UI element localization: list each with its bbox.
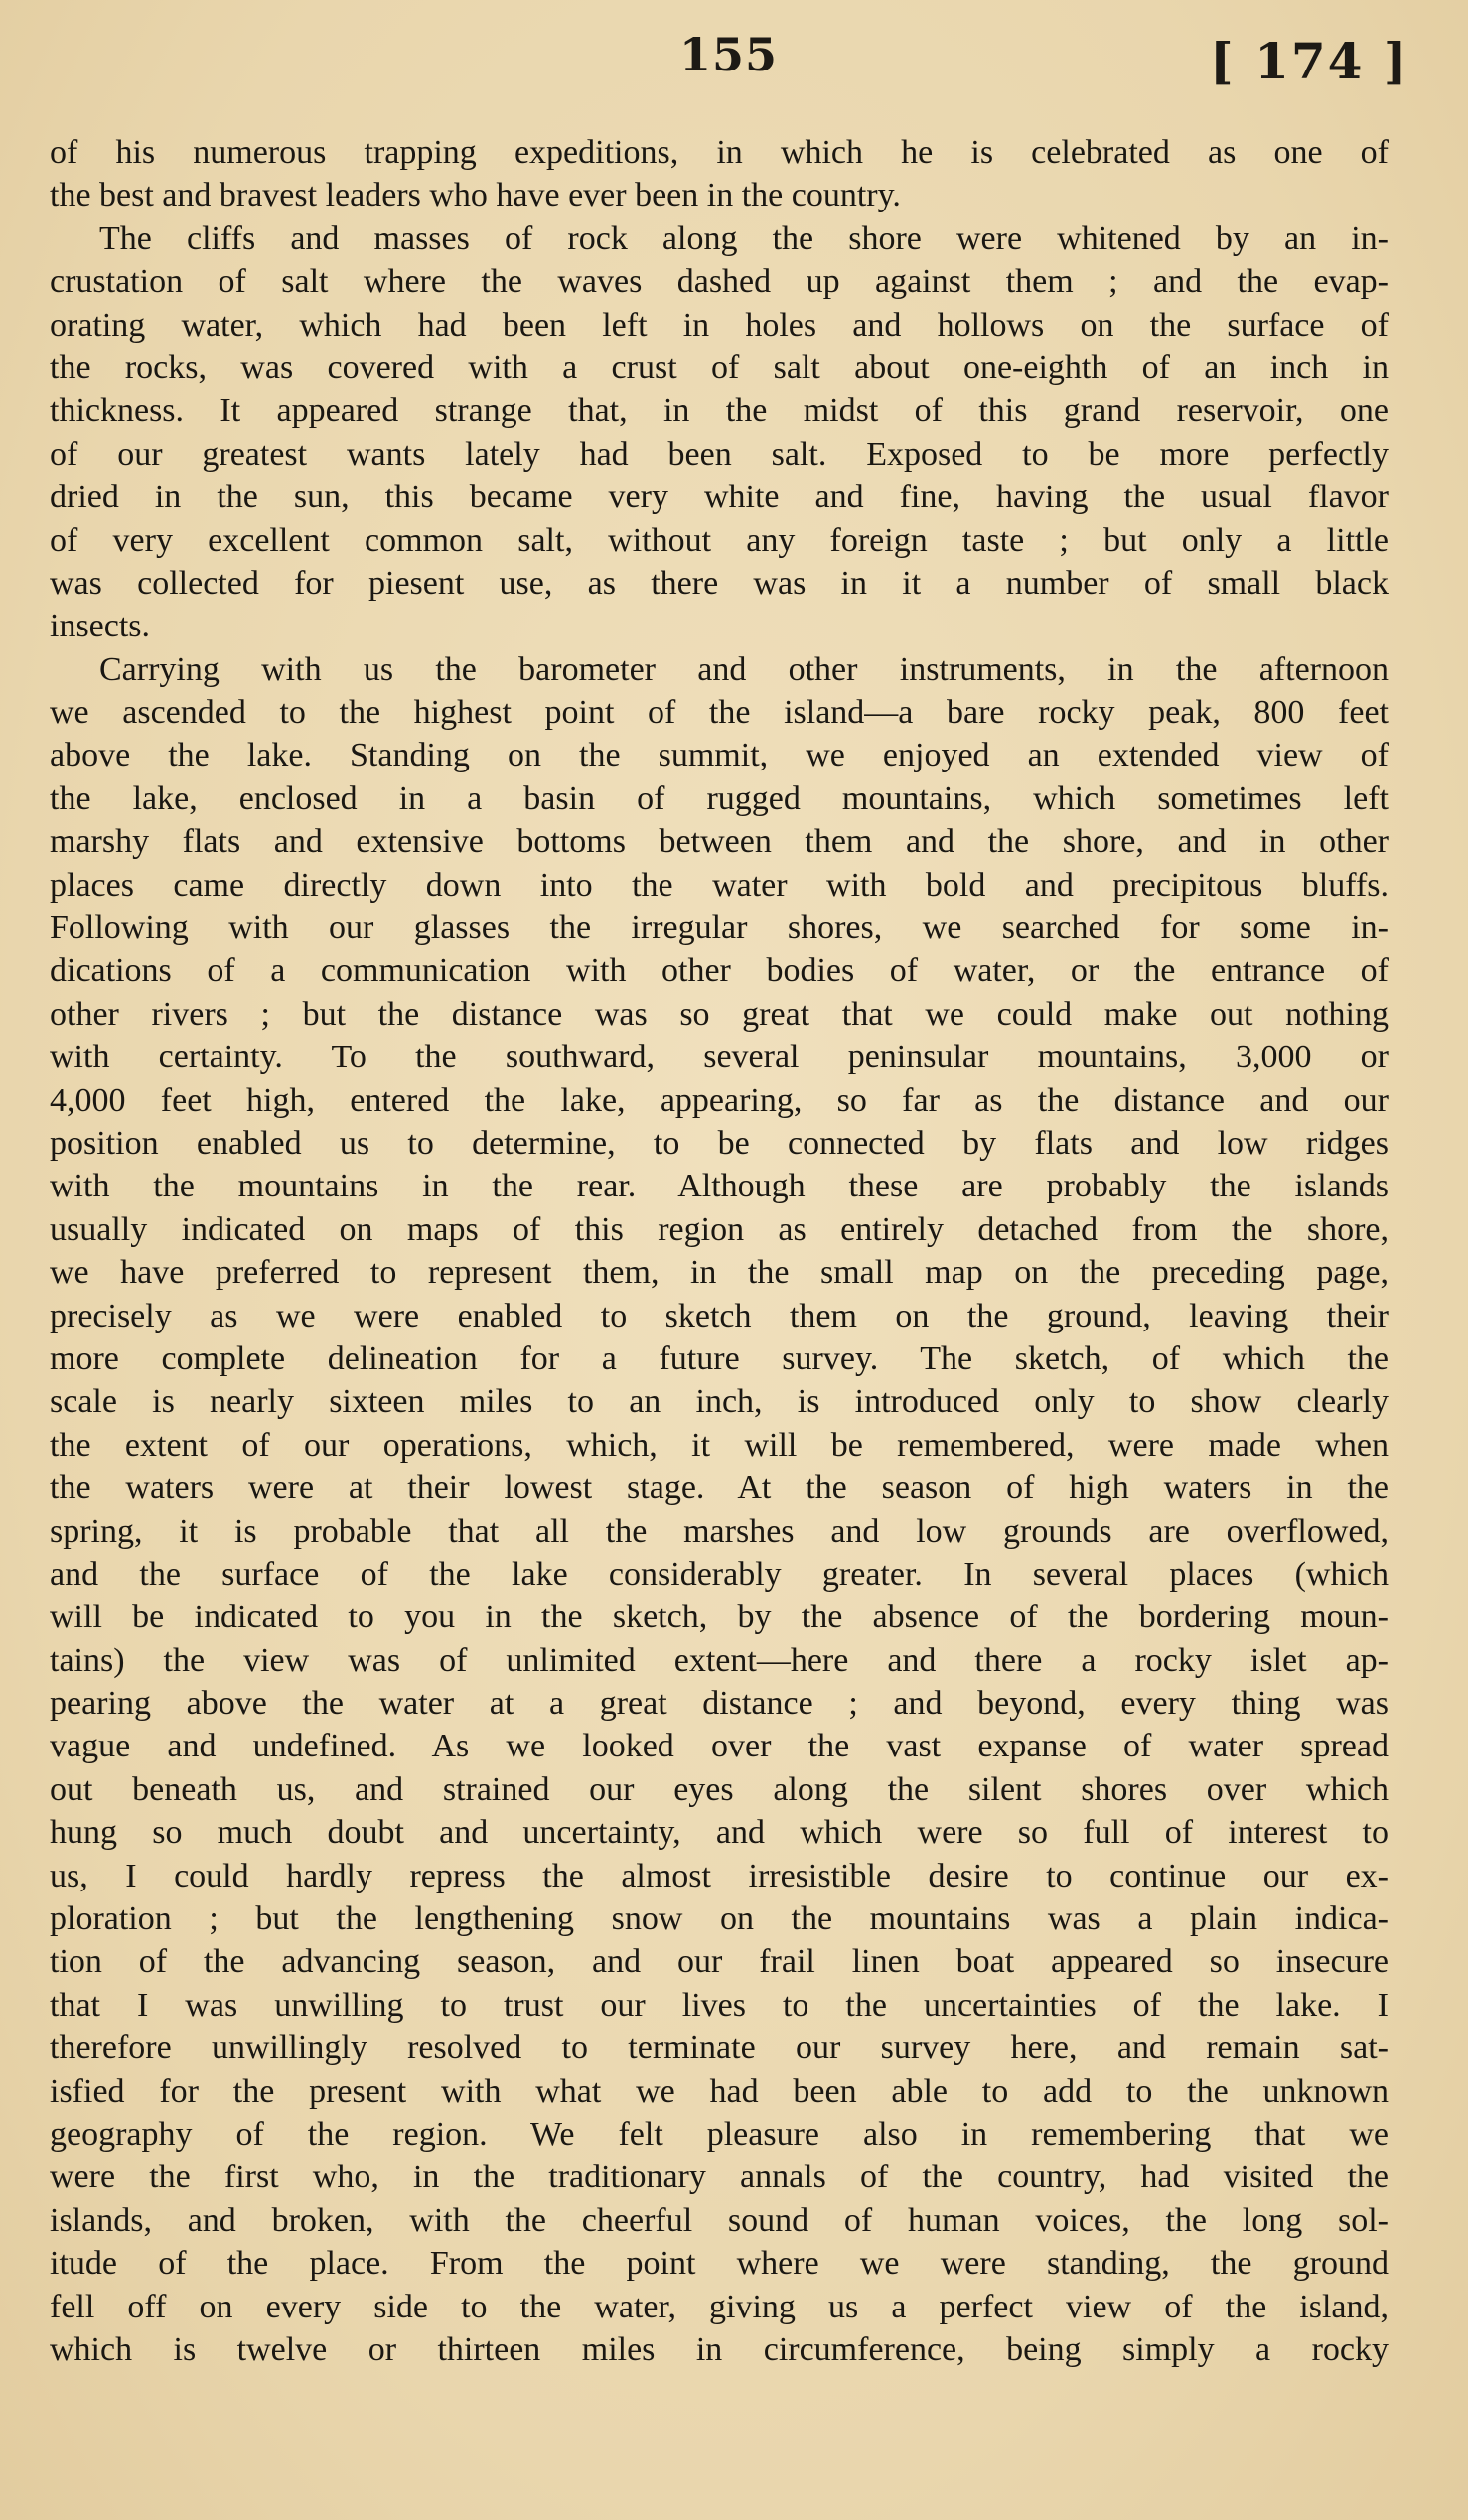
text-line: dications of a communication with other bodies of water, or the entrance of [50,952,1389,990]
text-line: The cliffs and masses of rock along the shore were whitened by an in- [99,219,1389,257]
page-number: 155 [679,28,779,81]
text-line: fell off on every side to the water, giving us a perfect view of the island, [50,2288,1389,2325]
text-line: ploration ; but the lengthening snow on the mountains was a plain indica- [50,1900,1389,1938]
text-line: orating water, which had been left in holes and hollows on the surface of [50,306,1389,344]
text-line: islands, and broken, with the cheerful sound of human voices, the long sol- [50,2201,1389,2239]
text-line: vague and undefined. As we looked over the vast expanse of water spread [50,1728,1389,1765]
text-line: marshy flats and extensive bottoms between them and the shore, and in other [50,823,1389,861]
text-line: of his numerous trapping expeditions, in which he is celebrated as one of [50,134,1389,171]
text-line: the rocks, was covered with a crust of salt about one-eighth of an inch in [50,349,1389,386]
text-line: and the surface of the lake considerably greater. In several places (which [50,1555,1389,1593]
text-line: tion of the advancing season, and our frail linen boat appeared so insecure [50,1943,1389,1981]
text-line: geography of the region. We felt pleasure also in remembering that we [50,2115,1389,2153]
text-line: of our greatest wants lately had been salt. Exposed to be more perfectly [50,435,1389,473]
text-line: spring, it is probable that all the marshes and low grounds are overflowed, [50,1512,1389,1550]
text-line: of very excellent common salt, without any foreign taste ; but only a little [50,521,1389,559]
text-line: other rivers ; but the distance was so great that we could make out nothing [50,995,1389,1033]
text-line: was collected for piesent use, as there was in it a number of small black [50,564,1389,602]
text-line: thickness. It appeared strange that, in the midst of this grand reservoir, one [50,392,1389,430]
text-line: out beneath us, and strained our eyes along the silent shores over which [50,1770,1389,1808]
page-header [40,28,1410,97]
text-line: hung so much doubt and uncertainty, and which were so full of interest to [50,1814,1389,1852]
text-line: that I was unwilling to trust our lives to the uncertainties of the lake. I [50,1986,1389,2024]
text-line: usually indicated on maps of this region as entirely detached from the shore, [50,1210,1389,1248]
text-line: precisely as we were enabled to sketch them on the ground, leaving their [50,1297,1389,1334]
text-line: position enabled us to determine, to be connected by flats and low ridges [50,1124,1389,1162]
text-line: 4,000 feet high, entered the lake, appearing, so far as the distance and our [50,1081,1389,1119]
text-line: we have preferred to represent them, in the small map on the preceding page, [50,1254,1389,1292]
text-line: dried in the sun, this became very white and fine, having the usual flavor [50,479,1389,516]
text-line: which is twelve or thirteen miles in circumference, being simply a rocky [50,2330,1389,2368]
text-line: more complete delineation for a future survey. The sketch, of which the [50,1339,1389,1377]
text-line: therefore unwillingly resolved to terminate our survey here, and remain sat- [50,2030,1389,2067]
text-line: tains) the view was of unlimited extent—here and there a rocky islet ap- [50,1641,1389,1679]
text-line: above the lake. Standing on the summit, we enjoyed an extended view of [50,737,1389,774]
text-line: isfied for the present with what we had been able to add to the unknown [50,2072,1389,2110]
text-line: with the mountains in the rear. Although these are probably the islands [50,1168,1389,1205]
text-line: with certainty. To the southward, several peninsular mountains, 3,000 or [50,1039,1389,1076]
text-line: scale is nearly sixteen miles to an inch, is introduced only to show clearly [50,1383,1389,1421]
text-line: the waters were at their lowest stage. At the season of high waters in the [50,1470,1389,1507]
text-line: Carrying with us the barometer and other instruments, in the afternoon [99,650,1389,688]
document-number: [ 174 ] [1210,32,1409,90]
text-line: crustation of salt where the waves dashed up against them ; and the evap- [50,263,1389,301]
text-line: insects. [50,608,151,645]
text-line: itude of the place. From the point where we were standing, the ground [50,2245,1389,2283]
text-line: pearing above the water at a great distance ; and beyond, every thing was [50,1685,1389,1723]
text-line: were the first who, in the traditionary annals of the country, had visited the [50,2159,1389,2196]
text-line: Following with our glasses the irregular shores, we searched for some in- [50,910,1389,947]
body-text [50,131,1389,2371]
text-line: us, I could hardly repress the almost irresistible desire to continue our ex- [50,1857,1389,1894]
text-line: the extent of our operations, which, it will be remembered, were made when [50,1426,1389,1464]
text-line: we ascended to the highest point of the island—a bare rocky peak, 800 feet [50,694,1389,732]
text-line: places came directly down into the water with bold and precipitous bluffs. [50,866,1389,904]
text-line: the best and bravest leaders who have ever been in the country. [50,177,901,214]
text-line: the lake, enclosed in a basin of rugged mountains, which sometimes left [50,779,1389,817]
text-line: will be indicated to you in the sketch, by the absence of the bordering moun- [50,1599,1389,1636]
